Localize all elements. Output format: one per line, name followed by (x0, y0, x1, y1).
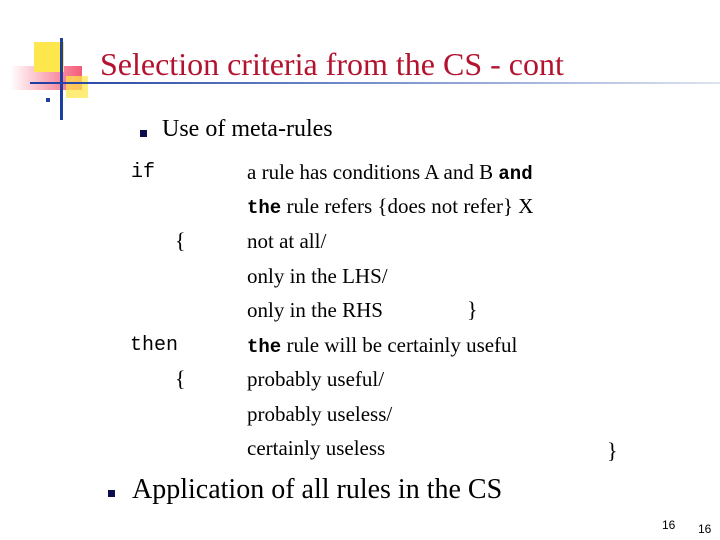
the-keyword: the (247, 336, 282, 358)
bullet-text-meta-rules: Use of meta-rules (162, 116, 333, 142)
page-number: 16 (662, 518, 676, 532)
logo-vertical-line (60, 38, 63, 120)
logo-dot (46, 98, 50, 102)
if-close-brace: } (467, 297, 478, 322)
and-keyword: and (498, 163, 533, 185)
condition-line-2-text: rule refers {does not refer} X (281, 194, 534, 218)
consequence-line-3: probably useless/ (247, 402, 393, 426)
page-number-outer: 16 (698, 522, 712, 536)
condition-line-1-text: a rule has conditions A and B (247, 160, 499, 184)
logo-yellow-square-small (66, 76, 88, 98)
condition-line-2 (247, 194, 533, 219)
consequence-line-4: certainly useless (247, 436, 386, 460)
condition-line-5: only in the RHS (247, 298, 383, 322)
condition-line-4: only in the LHS/ (247, 264, 388, 288)
then-close-brace: } (607, 438, 618, 463)
then-open-brace: { (175, 366, 186, 391)
condition-line-1 (247, 160, 533, 185)
slide-title: Selection criteria from the CS - cont (100, 46, 564, 82)
the-keyword: the (247, 197, 282, 219)
if-open-brace: { (175, 228, 186, 253)
bullet-text-application: Application of all rules in the CS (132, 474, 503, 505)
consequence-line-1-text: rule will be certainly useful (281, 333, 518, 357)
bullet-square-icon (108, 490, 115, 497)
then-keyword: then (130, 334, 179, 357)
consequence-line-2: probably useful/ (247, 367, 385, 391)
if-keyword: if (131, 161, 156, 184)
condition-line-3: not at all/ (247, 229, 327, 253)
bullet-square-icon (140, 130, 147, 137)
consequence-line-1 (247, 333, 517, 358)
